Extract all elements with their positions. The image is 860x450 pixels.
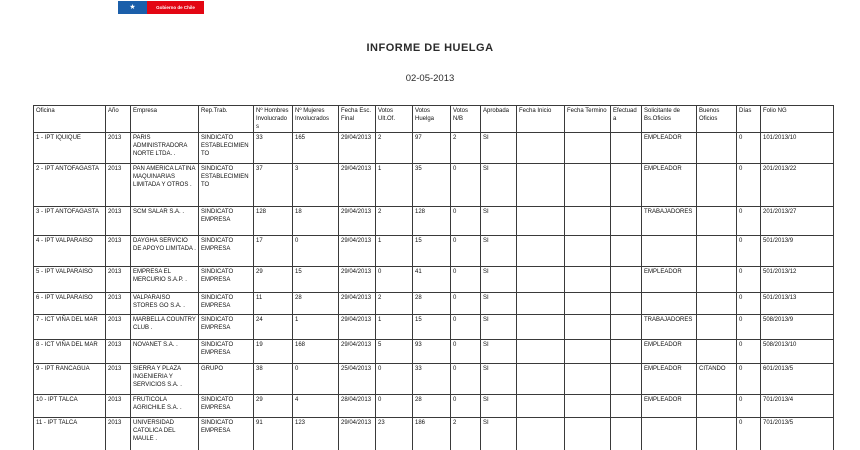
table-cell xyxy=(697,207,737,236)
table-cell: 2 xyxy=(376,207,413,236)
logo-star-icon: ★ xyxy=(118,1,147,14)
table-cell xyxy=(517,293,565,315)
table-row xyxy=(34,207,834,236)
table-cell: 2013 xyxy=(106,164,131,207)
table-cell: 0 xyxy=(737,133,761,164)
table-cell: 29/04/2013 xyxy=(339,133,376,164)
table-cell: SI xyxy=(481,164,517,207)
table-cell: 8 - ICT VIÑA DEL MAR xyxy=(34,340,106,364)
table-cell: 1 xyxy=(293,315,339,340)
column-header: Votos Ult.Of. xyxy=(376,106,413,133)
table-cell xyxy=(611,340,642,364)
table-cell: 201/2013/27 xyxy=(761,207,834,236)
table-cell: SINDICATO EMPRESA xyxy=(199,293,254,315)
table-cell xyxy=(565,418,611,450)
table-cell xyxy=(517,207,565,236)
table-cell: SINDICATO EMPRESA xyxy=(199,340,254,364)
page-title: INFORME DE HUELGA xyxy=(366,42,494,54)
table-cell xyxy=(611,133,642,164)
column-header: Fecha Esc. Final xyxy=(339,106,376,133)
table-cell: 2013 xyxy=(106,340,131,364)
column-header: Días xyxy=(737,106,761,133)
table-cell xyxy=(565,164,611,207)
table-cell: EMPLEADOR xyxy=(642,364,697,395)
table-cell: 168 xyxy=(293,340,339,364)
table-cell xyxy=(611,315,642,340)
table-cell: 5 xyxy=(376,340,413,364)
table-cell: 15 xyxy=(413,236,451,267)
table-cell: 0 xyxy=(451,340,481,364)
table-cell: 165 xyxy=(293,133,339,164)
table-cell: EMPLEADOR xyxy=(642,395,697,418)
column-header: Año xyxy=(106,106,131,133)
table-cell: 15 xyxy=(293,267,339,293)
column-header: Folio NG xyxy=(761,106,834,133)
table-cell: 10 - IPT TALCA xyxy=(34,395,106,418)
column-header: Efectuada xyxy=(611,106,642,133)
table-cell: 1 xyxy=(376,315,413,340)
table-cell: NOVANET S.A. . xyxy=(131,340,199,364)
table-cell: UNIVERSIDAD CATOLICA DEL MAULE . xyxy=(131,418,199,450)
table-cell: 0 xyxy=(451,293,481,315)
table-header xyxy=(34,106,834,133)
column-header: Rep.Trab. xyxy=(199,106,254,133)
table-cell xyxy=(697,395,737,418)
table-cell: SIERRA Y PLAZA INGENIERIA Y SERVICIOS S.A. . xyxy=(131,364,199,395)
table-cell xyxy=(697,267,737,293)
table-cell: 1 xyxy=(376,236,413,267)
table-cell: 28 xyxy=(413,395,451,418)
table-cell: 1 xyxy=(376,164,413,207)
table-cell: 2013 xyxy=(106,315,131,340)
table-cell: 0 xyxy=(376,395,413,418)
table-cell: 0 xyxy=(451,164,481,207)
table-cell: SI xyxy=(481,340,517,364)
table-cell: 0 xyxy=(737,164,761,207)
table-cell: 201/2013/22 xyxy=(761,164,834,207)
table-cell: 0 xyxy=(451,395,481,418)
table-cell: 701/2013/5 xyxy=(761,418,834,450)
column-header: Solicitante de Bs.Oficios xyxy=(642,106,697,133)
table-cell xyxy=(611,364,642,395)
table-cell xyxy=(611,207,642,236)
table-cell: SI xyxy=(481,395,517,418)
table-cell: 0 xyxy=(451,364,481,395)
table-cell: EMPLEADOR xyxy=(642,133,697,164)
table-cell: FRUTICOLA AGRICHILE S.A. . xyxy=(131,395,199,418)
table-cell: SI xyxy=(481,267,517,293)
table-cell xyxy=(517,364,565,395)
table-cell: 29/04/2013 xyxy=(339,293,376,315)
table-cell: PARIS ADMINISTRADORA NORTE LTDA. . xyxy=(131,133,199,164)
table-cell: 2 xyxy=(376,133,413,164)
table-cell: 0 xyxy=(737,267,761,293)
table-row xyxy=(34,364,834,395)
table-cell xyxy=(611,164,642,207)
column-header: Nº Mujeres Involucrados xyxy=(293,106,339,133)
table-cell: 11 xyxy=(254,293,293,315)
table-cell: SI xyxy=(481,133,517,164)
table-cell xyxy=(611,395,642,418)
logo-text: Gobierno de Chile xyxy=(147,1,204,14)
table-cell: 2 - IPT ANTOFAGASTA xyxy=(34,164,106,207)
table-cell: 0 xyxy=(737,315,761,340)
table-cell: CITANDO xyxy=(697,364,737,395)
table-row xyxy=(34,340,834,364)
table-cell: SINDICATO EMPRESA xyxy=(199,315,254,340)
table-cell xyxy=(697,236,737,267)
table-cell: 3 - IPT ANTOFAGASTA xyxy=(34,207,106,236)
table-cell xyxy=(611,236,642,267)
table-cell xyxy=(611,267,642,293)
table-cell: 5 - IPT VALPARAISO xyxy=(34,267,106,293)
table-cell xyxy=(517,133,565,164)
table-cell: 19 xyxy=(254,340,293,364)
table-cell xyxy=(611,418,642,450)
table-cell xyxy=(565,364,611,395)
table-cell: SINDICATO ESTABLECIMIENTO xyxy=(199,133,254,164)
table-cell xyxy=(611,293,642,315)
table-cell: 501/2013/13 xyxy=(761,293,834,315)
table-cell: 128 xyxy=(254,207,293,236)
table-cell: 38 xyxy=(254,364,293,395)
table-cell: 2013 xyxy=(106,395,131,418)
table-cell: 4 - IPT VALPARAISO xyxy=(34,236,106,267)
table-cell xyxy=(697,293,737,315)
table-cell: SINDICATO EMPRESA xyxy=(199,267,254,293)
table-cell xyxy=(565,340,611,364)
table-cell: 2013 xyxy=(106,267,131,293)
table-cell: 0 xyxy=(737,395,761,418)
table-cell: 123 xyxy=(293,418,339,450)
table-cell: 2013 xyxy=(106,293,131,315)
table-cell xyxy=(517,236,565,267)
table-row xyxy=(34,293,834,315)
table-cell: SI xyxy=(481,315,517,340)
table-body xyxy=(34,133,834,450)
table-cell: 29 xyxy=(254,267,293,293)
table-cell: SINDICATO EMPRESA xyxy=(199,207,254,236)
table-cell xyxy=(697,418,737,450)
table-cell xyxy=(517,395,565,418)
table-cell: 18 xyxy=(293,207,339,236)
table-cell: EMPRESA EL MERCURIO S.A.P. . xyxy=(131,267,199,293)
table-cell: 2013 xyxy=(106,364,131,395)
table-cell: 33 xyxy=(254,133,293,164)
table-cell: 0 xyxy=(737,340,761,364)
table-cell: 93 xyxy=(413,340,451,364)
column-header: Buenos Oficios xyxy=(697,106,737,133)
table-cell: 501/2013/9 xyxy=(761,236,834,267)
table-cell: 97 xyxy=(413,133,451,164)
table-cell: 501/2013/12 xyxy=(761,267,834,293)
table-cell: 2013 xyxy=(106,133,131,164)
table-cell xyxy=(565,207,611,236)
table-cell: SI xyxy=(481,364,517,395)
table-cell: 0 xyxy=(293,364,339,395)
table-cell: 0 xyxy=(451,315,481,340)
table-cell xyxy=(697,315,737,340)
header-row xyxy=(34,106,834,133)
table-cell: TRABAJADORES xyxy=(642,207,697,236)
table-cell: 17 xyxy=(254,236,293,267)
table-cell: 29/04/2013 xyxy=(339,207,376,236)
table-cell xyxy=(697,340,737,364)
table-row xyxy=(34,164,834,207)
table-cell: SI xyxy=(481,236,517,267)
column-header: Fecha Inicio xyxy=(517,106,565,133)
huelga-table xyxy=(33,105,834,450)
table-cell: 2013 xyxy=(106,236,131,267)
table-row xyxy=(34,133,834,164)
table-cell: 2 xyxy=(376,293,413,315)
table-cell: PAN AMERICA LATINA MAQUINARIAS LIMITADA Y OTROS . xyxy=(131,164,199,207)
table-cell xyxy=(517,418,565,450)
table-cell: 35 xyxy=(413,164,451,207)
table-cell: 28 xyxy=(293,293,339,315)
table-cell xyxy=(565,315,611,340)
table-cell: MARBELLA COUNTRY CLUB . xyxy=(131,315,199,340)
table-cell xyxy=(517,267,565,293)
table-row xyxy=(34,315,834,340)
table-cell xyxy=(642,236,697,267)
table-cell: SINDICATO EMPRESA xyxy=(199,418,254,450)
table-cell: 186 xyxy=(413,418,451,450)
table-cell: TRABAJADORES xyxy=(642,315,697,340)
table-cell: 9 - IPT RANCAGUA xyxy=(34,364,106,395)
table-cell: 33 xyxy=(413,364,451,395)
table-cell xyxy=(517,340,565,364)
table-cell xyxy=(565,133,611,164)
table-cell: 0 xyxy=(451,236,481,267)
table-cell: 23 xyxy=(376,418,413,450)
table-cell: 101/2013/10 xyxy=(761,133,834,164)
table-cell xyxy=(565,293,611,315)
table-row xyxy=(34,267,834,293)
table-cell: EMPLEADOR xyxy=(642,164,697,207)
table-cell: 0 xyxy=(376,364,413,395)
table-row xyxy=(34,418,834,450)
table-cell: 0 xyxy=(737,293,761,315)
table-cell xyxy=(642,293,697,315)
table-cell: 29/04/2013 xyxy=(339,236,376,267)
table-cell: 2 xyxy=(451,418,481,450)
table-cell xyxy=(517,315,565,340)
table-cell xyxy=(565,395,611,418)
table-cell: 4 xyxy=(293,395,339,418)
table-cell xyxy=(697,164,737,207)
table-cell: 15 xyxy=(413,315,451,340)
table-cell: 0 xyxy=(451,207,481,236)
table-cell: 0 xyxy=(451,267,481,293)
table-cell: SI xyxy=(481,207,517,236)
table-cell: 508/2013/9 xyxy=(761,315,834,340)
table-cell: 0 xyxy=(737,207,761,236)
table-cell: SI xyxy=(481,293,517,315)
table-cell xyxy=(565,236,611,267)
table-cell: 28/04/2013 xyxy=(339,395,376,418)
table-cell: DAYGHA SERVICIO DE APOYO LIMITADA . xyxy=(131,236,199,267)
column-header: Aprobada xyxy=(481,106,517,133)
table-cell: 701/2013/4 xyxy=(761,395,834,418)
table-cell xyxy=(565,267,611,293)
table-cell: 37 xyxy=(254,164,293,207)
table-cell: SCM SALAR S.A. . xyxy=(131,207,199,236)
report-date: 02-05-2013 xyxy=(405,73,455,84)
table-cell: 29 xyxy=(254,395,293,418)
table-cell: SINDICATO EMPRESA xyxy=(199,395,254,418)
column-header: Votos N/B xyxy=(451,106,481,133)
table-cell: 2 xyxy=(451,133,481,164)
table-cell: 29/04/2013 xyxy=(339,315,376,340)
table-cell: 1 - IPT IQUIQUE xyxy=(34,133,106,164)
table-cell: 29/04/2013 xyxy=(339,340,376,364)
column-header: Fecha Termino xyxy=(565,106,611,133)
table-row xyxy=(34,236,834,267)
table-cell: 41 xyxy=(413,267,451,293)
table-cell: 2013 xyxy=(106,418,131,450)
table-cell xyxy=(642,418,697,450)
table-cell: 508/2013/10 xyxy=(761,340,834,364)
table-cell: 29/04/2013 xyxy=(339,267,376,293)
table-cell: 0 xyxy=(737,236,761,267)
table-cell: 0 xyxy=(376,267,413,293)
table-cell: 2013 xyxy=(106,207,131,236)
table-cell: 7 - ICT VIÑA DEL MAR xyxy=(34,315,106,340)
table-cell: SINDICATO EMPRESA xyxy=(199,236,254,267)
table-cell: SI xyxy=(481,418,517,450)
table-cell: SINDICATO ESTABLECIMIENTO xyxy=(199,164,254,207)
table-cell: 128 xyxy=(413,207,451,236)
column-header: Oficina xyxy=(34,106,106,133)
table-cell: 11 - IPT TALCA xyxy=(34,418,106,450)
column-header: Votos Huelga xyxy=(413,106,451,133)
table-cell: 0 xyxy=(293,236,339,267)
table-cell: GRUPO xyxy=(199,364,254,395)
gobierno-de-chile-logo xyxy=(118,1,204,14)
table-cell: 25/04/2013 xyxy=(339,364,376,395)
table-cell: VALPARAISO STORES GO S.A. . xyxy=(131,293,199,315)
column-header: Nº Hombres Involucrados xyxy=(254,106,293,133)
table-row xyxy=(34,395,834,418)
table-cell: 3 xyxy=(293,164,339,207)
table-cell: 0 xyxy=(737,418,761,450)
table-cell: EMPLEADOR xyxy=(642,340,697,364)
table-container xyxy=(33,105,834,450)
table-cell: 24 xyxy=(254,315,293,340)
table-cell: 28 xyxy=(413,293,451,315)
table-cell xyxy=(697,133,737,164)
table-cell xyxy=(517,164,565,207)
table-cell: 0 xyxy=(737,364,761,395)
table-cell: 601/2013/5 xyxy=(761,364,834,395)
table-cell: 29/04/2013 xyxy=(339,418,376,450)
table-cell: 29/04/2013 xyxy=(339,164,376,207)
column-header: Empresa xyxy=(131,106,199,133)
table-cell: 91 xyxy=(254,418,293,450)
table-cell: EMPLEADOR xyxy=(642,267,697,293)
table-cell: 6 - IPT VALPARAISO xyxy=(34,293,106,315)
